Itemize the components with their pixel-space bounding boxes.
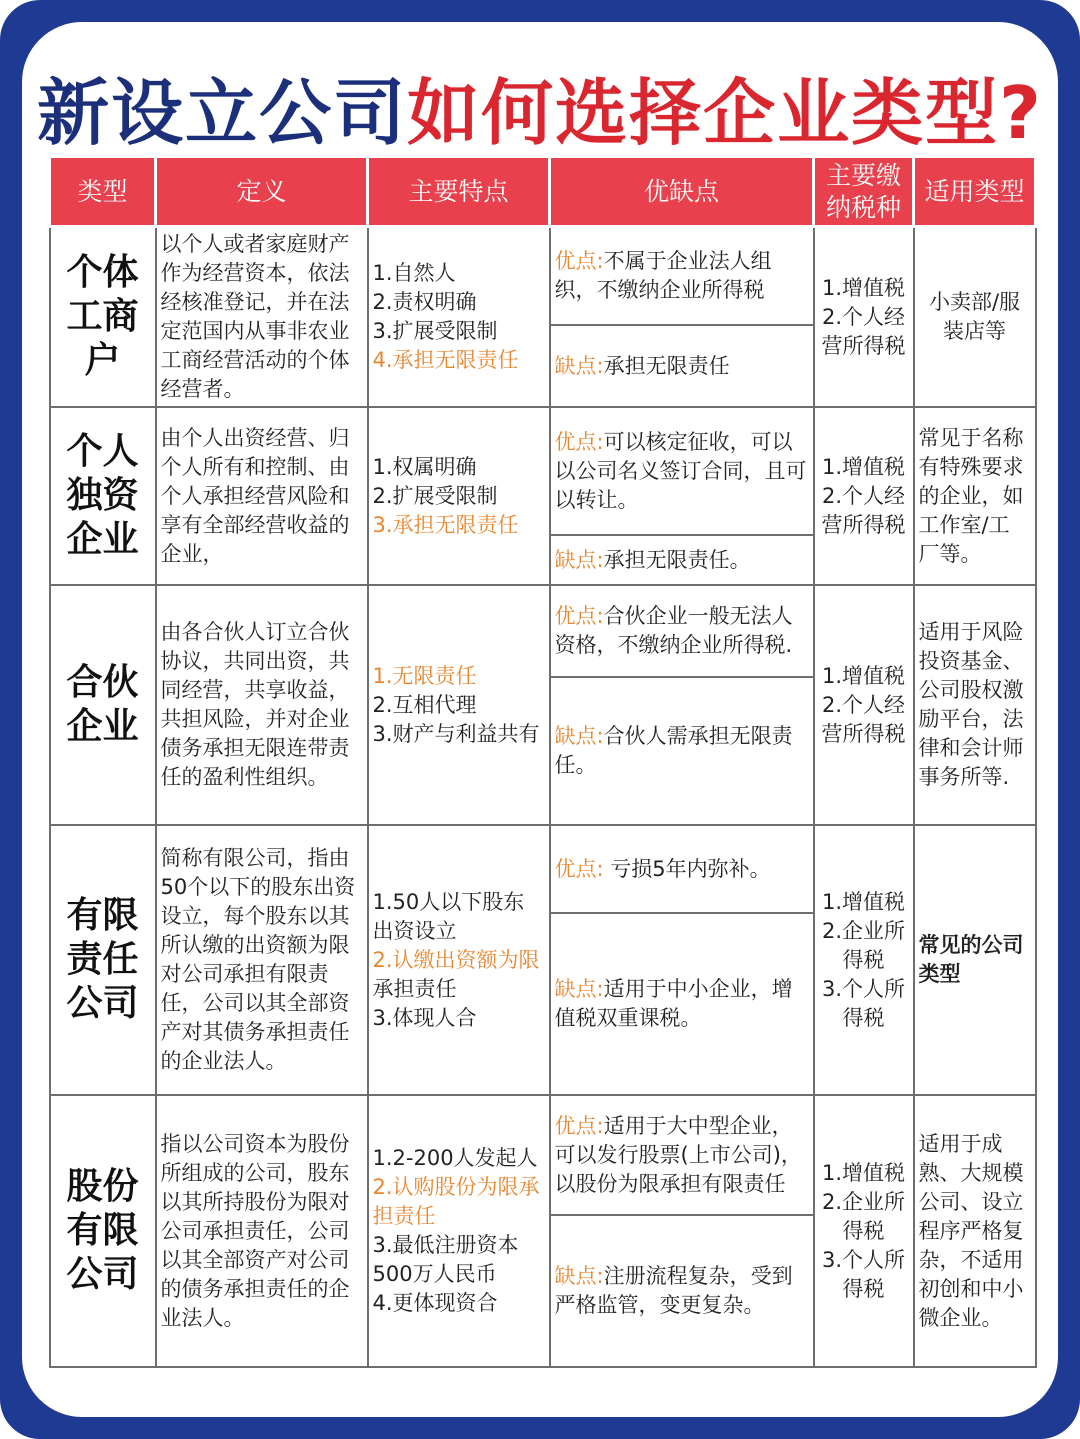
pros-label: 优点: bbox=[554, 604, 604, 628]
type-name: 有限责任公司 bbox=[66, 895, 139, 1024]
type-cell bbox=[50, 585, 156, 825]
table-header-row bbox=[50, 157, 1036, 227]
definition-cell: 指以公司资本为股份所组成的公司，股东以其所持股份为限对公司承担责任，公司以其全部资产对公司的债务承担责任的企业法人。 bbox=[156, 1095, 368, 1367]
type-name: 股份有限公司 bbox=[66, 1166, 139, 1295]
feature-item: 1.自然人 bbox=[372, 261, 456, 285]
cons-text bbox=[551, 678, 813, 824]
type-name: 合伙企业 bbox=[66, 662, 139, 747]
usage-cell: 常见的公司类型 bbox=[914, 825, 1036, 1095]
cons-label: 缺点: bbox=[554, 547, 604, 572]
cons-content bbox=[555, 352, 730, 381]
table-row bbox=[50, 1095, 1036, 1367]
header-taxes: 主要缴纳税种 bbox=[814, 157, 914, 227]
type-cell bbox=[50, 227, 156, 408]
type-cell bbox=[50, 407, 156, 585]
features-cell bbox=[368, 825, 550, 1095]
features-cell bbox=[368, 407, 550, 585]
cons-text bbox=[551, 914, 813, 1094]
feature-item: 3.最低注册资本500万人民币 bbox=[372, 1233, 519, 1286]
feature-item: 4.承担无限责任 bbox=[372, 348, 519, 372]
pros-cons-cell bbox=[550, 825, 814, 1095]
taxes-cell: 1.增值税 2.企业所得税 3.个人所得税 bbox=[814, 1095, 914, 1367]
cons-content bbox=[555, 546, 751, 575]
pros-cons-wrap bbox=[551, 408, 813, 584]
pros-content bbox=[555, 1112, 809, 1199]
cons-value: 注册流程复杂，受到严格监管，变更复杂。 bbox=[554, 1264, 793, 1317]
title-part-red: 如何选择企业类型? bbox=[407, 71, 1043, 155]
feature-item: 3.体现人合 bbox=[372, 1005, 477, 1030]
pros-label: 优点: bbox=[554, 856, 604, 881]
title-part-blue: 新设立公司 bbox=[37, 71, 408, 155]
header-features: 主要特点 bbox=[368, 157, 550, 227]
pros-value: 不属于企业法人组织，不缴纳企业所得税 bbox=[554, 249, 772, 302]
pros-cons-cell bbox=[550, 227, 814, 408]
pros-text bbox=[551, 408, 813, 536]
taxes-cell: 1.增值税 2.个人经营所得税 bbox=[814, 227, 914, 408]
pros-cons-cell bbox=[550, 1095, 814, 1367]
definition-cell: 由个人出资经营、归个人所有和控制、由个人承担经营风险和享有全部经营收益的企业， bbox=[156, 407, 368, 585]
usage-cell: 小卖部/服装店等 bbox=[914, 227, 1036, 408]
pros-text bbox=[551, 1096, 813, 1216]
cons-text bbox=[551, 326, 813, 406]
pros-text bbox=[551, 586, 813, 678]
cons-text bbox=[551, 536, 813, 584]
feature-item: 2.扩展受限制 bbox=[372, 483, 498, 508]
header-type: 类型 bbox=[50, 157, 156, 227]
cons-label: 缺点: bbox=[554, 977, 604, 1001]
type-cell bbox=[50, 825, 156, 1095]
cons-content bbox=[555, 1262, 809, 1320]
type-name: 个体工商户 bbox=[66, 252, 139, 381]
header-pros-cons: 优缺点 bbox=[550, 157, 814, 227]
feature-item: 3.财产与利益共有 bbox=[372, 721, 540, 746]
feature-item: 3.承担无限责任 bbox=[372, 512, 519, 537]
pros-label: 优点: bbox=[554, 429, 604, 454]
header-usage: 适用类型 bbox=[914, 157, 1036, 227]
cons-value: 合伙人需承担无限责任。 bbox=[554, 724, 793, 777]
table-row bbox=[50, 407, 1036, 585]
pros-label: 优点: bbox=[554, 1113, 604, 1138]
feature-item: 1.权属明确 bbox=[372, 454, 477, 479]
company-type-table bbox=[48, 155, 1037, 1368]
features-cell bbox=[368, 1095, 550, 1367]
type-cell bbox=[50, 1095, 156, 1367]
feature-item: 3.扩展受限制 bbox=[372, 319, 498, 343]
pros-text bbox=[551, 826, 813, 914]
feature-item: 1.2-200人发起人 bbox=[372, 1146, 538, 1170]
definition-cell: 简称有限公司，指由50个以下的股东出资设立，每个股东以其所认缴的出资额为限对公司承担有限责任，公司以其全部资产对其债务承担责任的企业法人。 bbox=[156, 825, 368, 1095]
feature-item: 1.50人以下股东出资设立 bbox=[372, 889, 525, 943]
pros-content bbox=[555, 428, 809, 515]
pros-value: 合伙企业一般无法人资格，不缴纳企业所得税. bbox=[554, 604, 793, 657]
usage-cell: 常见于名称有特殊要求的企业，如工作室/工厂等。 bbox=[914, 407, 1036, 585]
pros-value: 亏损5年内弥补。 bbox=[603, 856, 771, 881]
pros-cons-wrap bbox=[551, 228, 813, 406]
pros-content bbox=[555, 602, 809, 660]
type-name: 个人独资企业 bbox=[66, 431, 139, 560]
pros-content bbox=[555, 855, 771, 884]
pros-content bbox=[555, 247, 809, 305]
usage-cell: 适用于风险投资基金、公司股权激励平台，法律和会计师事务所等. bbox=[914, 585, 1036, 825]
taxes-cell: 1.增值税 2.企业所得税 3.个人所得税 bbox=[814, 825, 914, 1095]
cons-content bbox=[555, 975, 809, 1033]
cons-label: 缺点: bbox=[554, 1264, 604, 1288]
feature-item: 2.责权明确 bbox=[372, 290, 477, 314]
table-row bbox=[50, 825, 1036, 1095]
feature-item: 2.认缴出资额为限 bbox=[372, 947, 540, 972]
pros-cons-wrap bbox=[551, 1096, 813, 1366]
feature-item: 1.无限责任 bbox=[372, 663, 477, 688]
cons-value: 承担无限责任 bbox=[603, 353, 730, 378]
table-row bbox=[50, 585, 1036, 825]
features-cell bbox=[368, 585, 550, 825]
feature-item: 2.认购股份为限承担责任 bbox=[372, 1175, 540, 1228]
definition-cell: 以个人或者家庭财产作为经营资本，依法经核准登记，并在法定范国内从事非农业工商经营活动的个体经营者。 bbox=[156, 227, 368, 408]
header-definition: 定义 bbox=[156, 157, 368, 227]
feature-item: 承担责任 bbox=[372, 976, 457, 1001]
feature-item: 2.互相代理 bbox=[372, 692, 477, 717]
feature-item: 4.更体现资合 bbox=[372, 1291, 498, 1315]
taxes-cell: 1.增值税 2.个人经营所得税 bbox=[814, 585, 914, 825]
features-cell bbox=[368, 227, 550, 408]
cons-value: 适用于中小企业，增值税双重课税。 bbox=[554, 977, 793, 1030]
pros-label: 优点: bbox=[554, 249, 604, 273]
pros-text bbox=[551, 228, 813, 326]
definition-cell: 由各合伙人订立合伙协议，共同出资，共同经营，共享收益，共担风险，并对企业债务承担无限连带责任的盈利性组织。 bbox=[156, 585, 368, 825]
cons-label: 缺点: bbox=[554, 353, 604, 378]
cons-value: 承担无限责任。 bbox=[603, 547, 751, 572]
usage-cell: 适用于成熟、大规模公司、设立程序严格复杂，不适用初创和中小微企业。 bbox=[914, 1095, 1036, 1367]
cons-content bbox=[555, 722, 809, 780]
cons-label: 缺点: bbox=[554, 724, 604, 748]
table-row bbox=[50, 227, 1036, 408]
pros-cons-cell bbox=[550, 585, 814, 825]
pros-cons-cell bbox=[550, 407, 814, 585]
cons-text bbox=[551, 1216, 813, 1366]
pros-cons-wrap bbox=[551, 826, 813, 1094]
taxes-cell: 1.增值税 2.个人经营所得税 bbox=[814, 407, 914, 585]
pros-value: 可以核定征收，可以以公司名义签订合同，且可以转让。 bbox=[554, 429, 807, 512]
page-title bbox=[0, 58, 1080, 168]
pros-cons-wrap bbox=[551, 586, 813, 824]
pros-value: 适用于大中型企业，可以发行股票(上市公司)，以股份为限承担有限责任 bbox=[554, 1113, 802, 1196]
